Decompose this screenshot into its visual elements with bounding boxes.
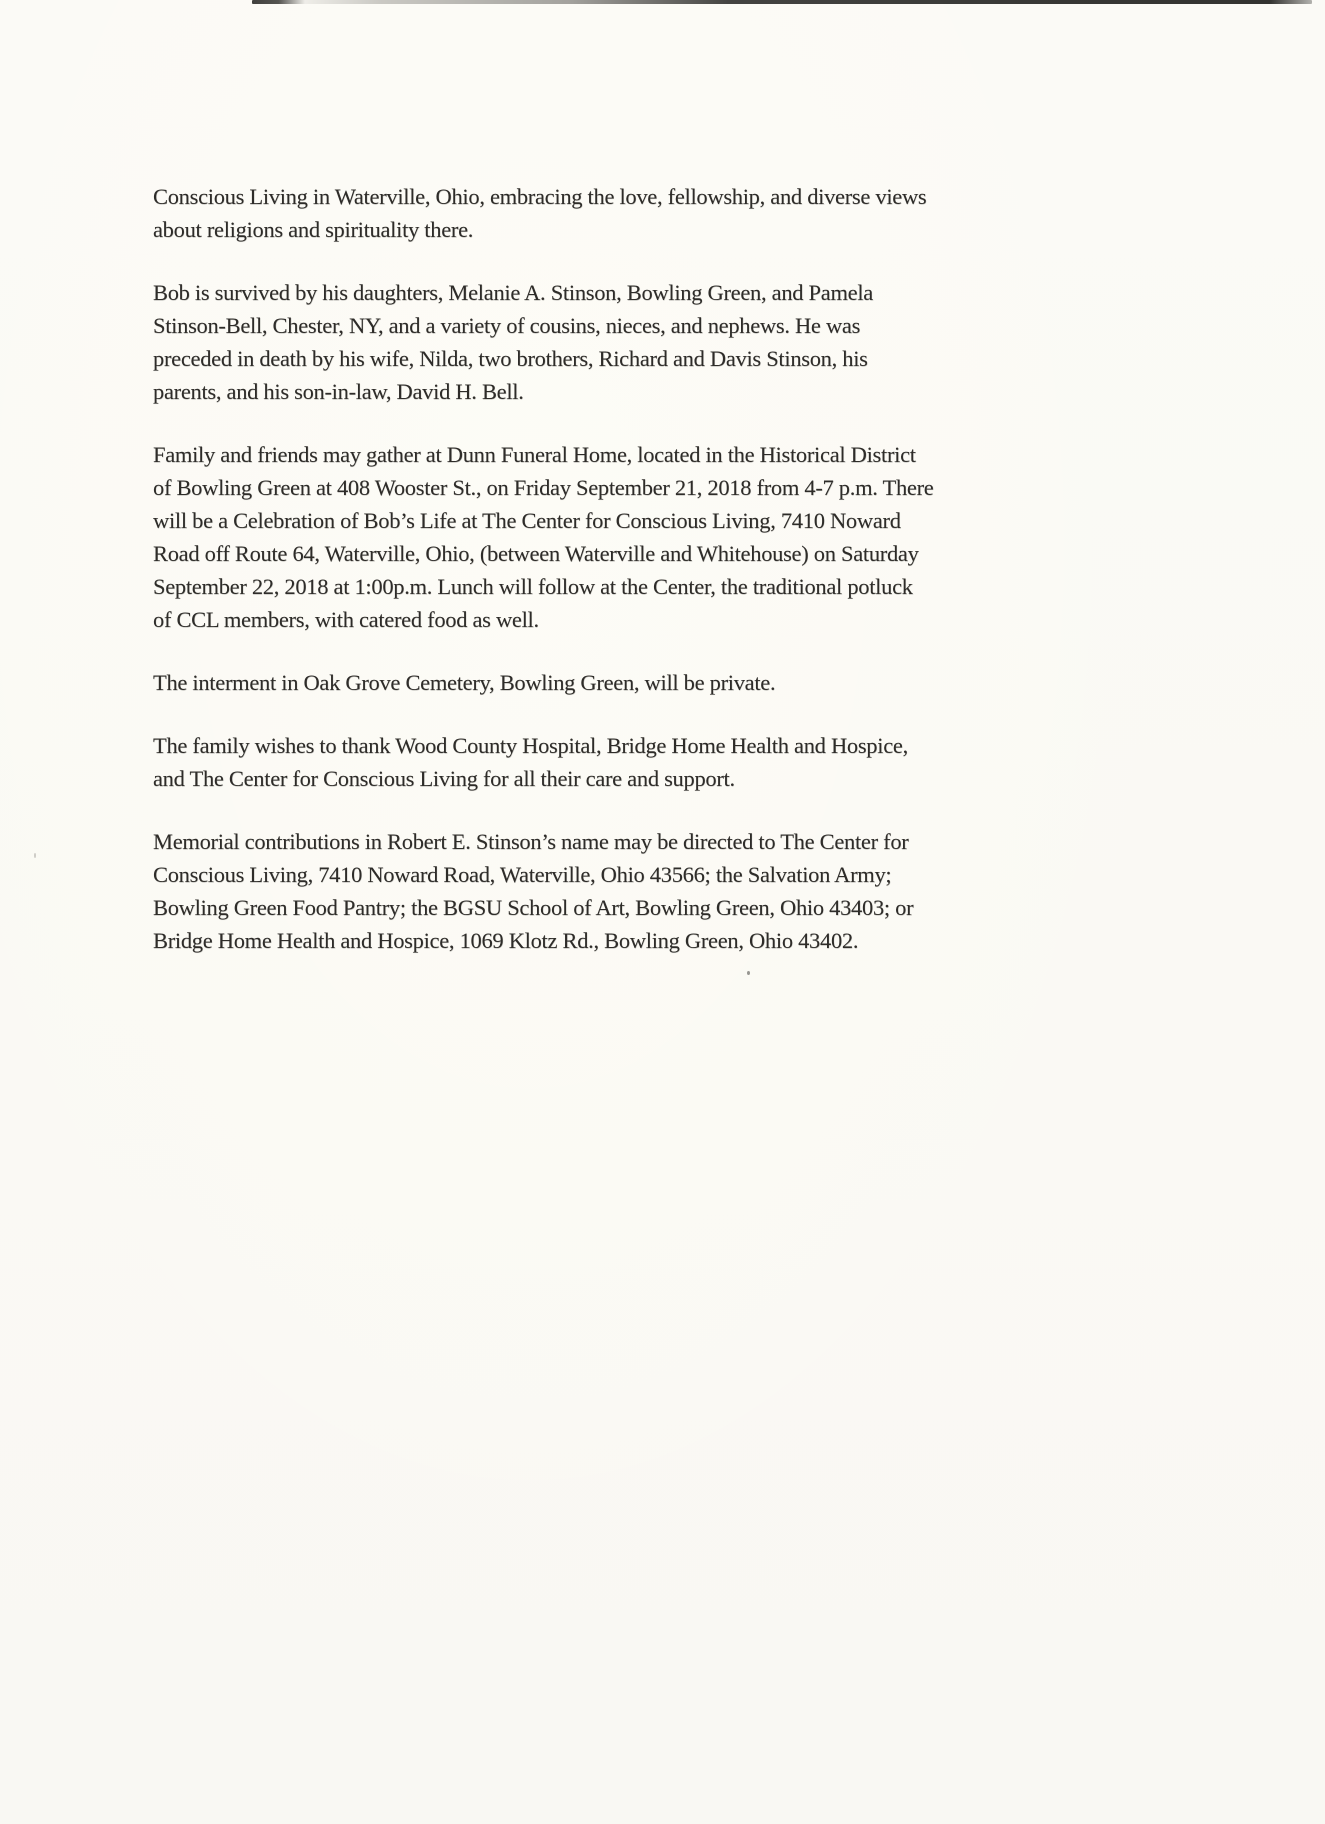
text-line: will be a Celebration of Bob’s Life at The Center for Conscious Living, 7410 Noward <box>153 508 901 533</box>
text-line: Road off Route 64, Waterville, Ohio, (between Waterville and Whitehouse) on Saturday <box>153 541 919 566</box>
text-line: Stinson-Bell, Chester, NY, and a variety of cousins, nieces, and nephews. He was <box>153 313 861 338</box>
text-line: preceded in death by his wife, Nilda, two brothers, Richard and Davis Stinson, his <box>153 346 868 371</box>
text-line: Memorial contributions in Robert E. Stinson’s name may be directed to The Center for <box>153 829 909 854</box>
text-line: Bowling Green Food Pantry; the BGSU School of Art, Bowling Green, Ohio 43403; or <box>153 895 914 920</box>
text-line: The family wishes to thank Wood County Hospital, Bridge Home Health and Hospice, <box>153 733 908 758</box>
text-line: Family and friends may gather at Dunn Funeral Home, located in the Historical District <box>153 442 916 467</box>
paragraph-conscious-living <box>153 180 1193 246</box>
paragraph-thanks <box>153 729 1193 795</box>
text-line: of Bowling Green at 408 Wooster St., on Friday September 21, 2018 from 4-7 p.m. There <box>153 475 934 500</box>
paragraph-survivors <box>153 276 1193 408</box>
scan-artifact-line <box>252 0 1312 4</box>
text-line: Bob is survived by his daughters, Melanie A. Stinson, Bowling Green, and Pamela <box>153 280 873 305</box>
text-line: The interment in Oak Grove Cemetery, Bowling Green, will be private. <box>153 670 776 695</box>
paragraph-memorial-contributions <box>153 825 1193 957</box>
text-line: and The Center for Conscious Living for all their care and support. <box>153 766 735 791</box>
obituary-text-block <box>153 180 1193 987</box>
text-line: parents, and his son-in-law, David H. Bell. <box>153 379 524 404</box>
text-line: September 22, 2018 at 1:00p.m. Lunch will follow at the Center, the traditional potluck <box>153 574 913 599</box>
paragraph-services <box>153 438 1193 636</box>
paragraph-interment <box>153 666 1193 699</box>
text-line: Conscious Living in Waterville, Ohio, embracing the love, fellowship, and diverse views <box>153 184 927 209</box>
text-line: of CCL members, with catered food as well. <box>153 607 539 632</box>
scan-speck <box>747 971 750 975</box>
text-line: about religions and spirituality there. <box>153 217 474 242</box>
scan-speck <box>34 853 36 858</box>
text-line: Bridge Home Health and Hospice, 1069 Klotz Rd., Bowling Green, Ohio 43402. <box>153 928 859 953</box>
text-line: Conscious Living, 7410 Noward Road, Waterville, Ohio 43566; the Salvation Army; <box>153 862 892 887</box>
